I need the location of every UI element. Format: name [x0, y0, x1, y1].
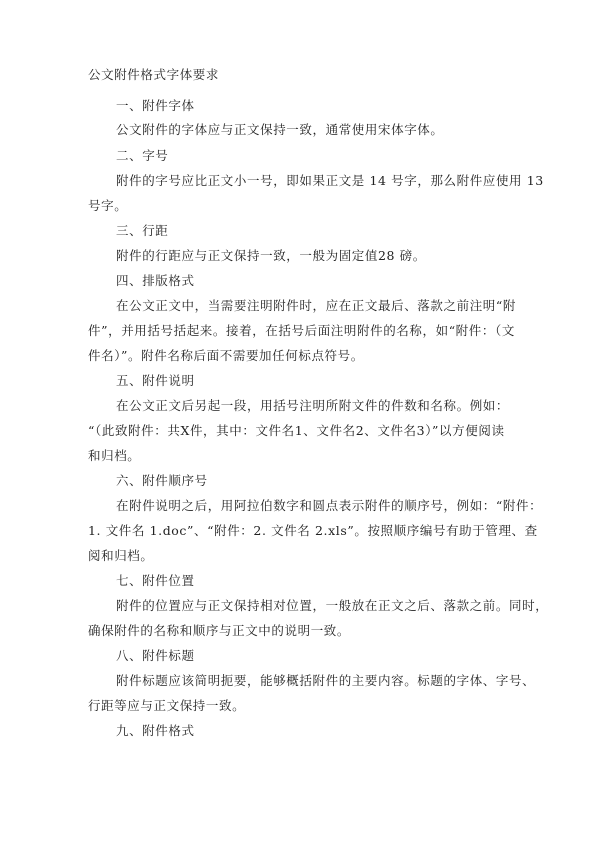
- section-heading: 三、行距: [116, 223, 169, 238]
- section-heading: 七、附件位置: [116, 573, 195, 588]
- section-heading: 八、附件标题: [116, 648, 195, 663]
- document-title: 公文附件格式字体要求: [88, 67, 220, 82]
- section-heading: 五、附件说明: [116, 373, 195, 388]
- paragraph-line: 件名）”。附件名称后面不需要加任何标点符号。: [88, 348, 364, 363]
- section-heading: 六、附件顺序号: [116, 473, 208, 488]
- section-heading: 一、附件字体: [116, 98, 195, 113]
- paragraph-line: 附件的位置应与正文保持相对位置，一般放在正文之后、落款之前。同时，: [116, 598, 549, 613]
- paragraph-line: 阅和归档。: [88, 548, 154, 563]
- section-heading: 二、字号: [116, 148, 169, 163]
- paragraph-line: 确保附件的名称和顺序与正文中的说明一致。: [88, 623, 351, 638]
- paragraph-line: 公文附件的字体应与正文保持一致，通常使用宋体字体。: [116, 122, 444, 137]
- paragraph-line: 附件标题应该简明扼要，能够概括附件的主要内容。标题的字体、字号、: [116, 673, 536, 688]
- paragraph-line: “（此致附件：共X件，其中：文件名1、文件名2、文件名3）”以方便阅读: [88, 423, 505, 438]
- paragraph-line: 在公文正文后另起一段，用括号注明所附文件的件数和名称。例如：: [116, 398, 510, 413]
- paragraph-line: 附件的行距应与正文保持一致，一般为固定值28 磅。: [116, 248, 426, 263]
- paragraph-line: 附件的字号应比正文小一号，即如果正文是 14 号字，那么附件应使用 13: [116, 173, 544, 188]
- paragraph-line: 在公文正文中，当需要注明附件时，应在正文最后、落款之前注明“附: [116, 298, 516, 313]
- paragraph-line: 1. 文件名 1.doc”、“附件：2. 文件名 2.xls”。按照顺序编号有助于管理、查: [88, 523, 538, 538]
- section-heading: 九、附件格式: [116, 723, 195, 738]
- paragraph-line: 和归档。: [88, 448, 141, 463]
- paragraph-line: 号字。: [88, 198, 128, 213]
- paragraph-line: 在附件说明之后，用阿拉伯数字和圆点表示附件的顺序号，例如：“附件：: [116, 498, 543, 513]
- paragraph-line: 件”，并用括号括起来。接着，在括号后面注明附件的名称，如“附件：（文: [88, 323, 515, 338]
- section-heading: 四、排版格式: [116, 273, 195, 288]
- paragraph-line: 行距等应与正文保持一致。: [88, 698, 246, 713]
